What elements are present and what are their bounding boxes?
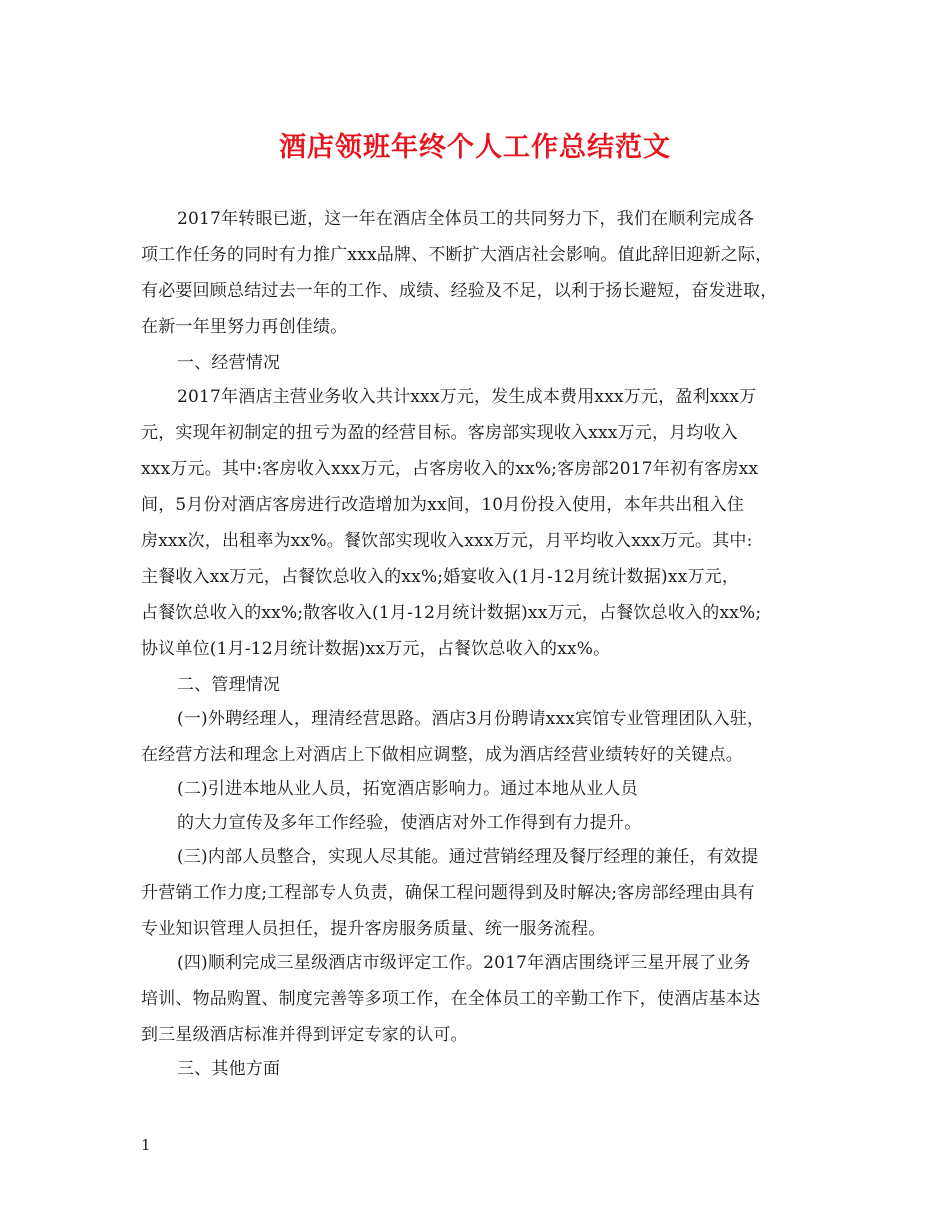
body-line: 在经营方法和理念上对酒店上下做相应调整，成为酒店经营业绩转好的关键点。 bbox=[141, 745, 743, 765]
page-number: 1 bbox=[141, 1136, 151, 1154]
body-line: 主餐收入xx万元，占餐饮总收入的xx%;婚宴收入(1月-12月统计数据)xx万元， bbox=[141, 567, 740, 587]
body-line: 在新一年里努力再创佳绩。 bbox=[141, 317, 348, 337]
body-line: 专业知识管理人员担任，提升客房服务质量、统一服务流程。 bbox=[141, 919, 606, 939]
body-line: 2017年酒店主营业务收入共计xxx万元，发生成本费用xxx万元，盈利xxx万 bbox=[177, 387, 757, 407]
body-line: 培训、物品购置、制度完善等多项工作，在全体员工的辛勤工作下，使酒店基本达 bbox=[141, 989, 761, 1009]
body-line: (四)顺利完成三星级酒店市级评定工作。2017年酒店围绕评三星开展了业务 bbox=[177, 953, 751, 973]
body-line: 到三星级酒店标准并得到评定专家的认可。 bbox=[141, 1025, 468, 1045]
document-title: 酒店领班年终个人工作总结范文 bbox=[279, 132, 671, 163]
section-heading: 二、管理情况 bbox=[177, 675, 281, 695]
body-line: 的大力宣传及多年工作经验，使酒店对外工作得到有力提升。 bbox=[177, 813, 642, 833]
body-line: (二)引进本地从业人员，拓宽酒店影响力。通过本地从业人员 bbox=[177, 779, 638, 799]
body-line: (三)内部人员整合，实现人尽其能。通过营销经理及餐厅经理的兼任，有效提 bbox=[177, 847, 759, 867]
body-line: 有必要回顾总结过去一年的工作、成绩、经验及不足，以利于扬长避短，奋发进取， bbox=[141, 281, 778, 301]
body-line: 占餐饮总收入的xx%;散客收入(1月-12月统计数据)xx万元，占餐饮总收入的xx%; bbox=[141, 603, 762, 623]
body-line: (一)外聘经理人，理清经营思路。酒店3月份聘请xxx宾馆专业管理团队入驻， bbox=[177, 709, 765, 729]
body-line: 2017年转眼已逝，这一年在酒店全体员工的共同努力下，我们在顺利完成各 bbox=[177, 209, 755, 229]
body-line: 项工作任务的同时有力推广xxx品牌、不断扩大酒店社会影响。值此辞旧迎新之际， bbox=[141, 245, 773, 265]
section-heading: 三、其他方面 bbox=[177, 1059, 281, 1079]
body-line: 协议单位(1月-12月统计数据)xx万元，占餐饮总收入的xx%。 bbox=[141, 639, 611, 659]
section-heading: 一、经营情况 bbox=[177, 353, 281, 373]
body-line: 元，实现年初制定的扭亏为盈的经营目标。客房部实现收入xxx万元，月均收入 bbox=[141, 423, 738, 443]
body-line: 间，5月份对酒店客房进行改造增加为xx间，10月份投入使用，本年共出租入住 bbox=[141, 495, 745, 515]
body-line: xxx万元。其中:客房收入xxx万元，占客房收入的xx%;客房部2017年初有客房xx bbox=[141, 459, 759, 479]
body-line: 房xxx次，出租率为xx%。餐饮部实现收入xxx万元，月平均收入xxx万元。其中: bbox=[141, 531, 753, 551]
body-line: 升营销工作力度;工程部专人负责，确保工程问题得到及时解决;客房部经理由具有 bbox=[141, 883, 755, 903]
